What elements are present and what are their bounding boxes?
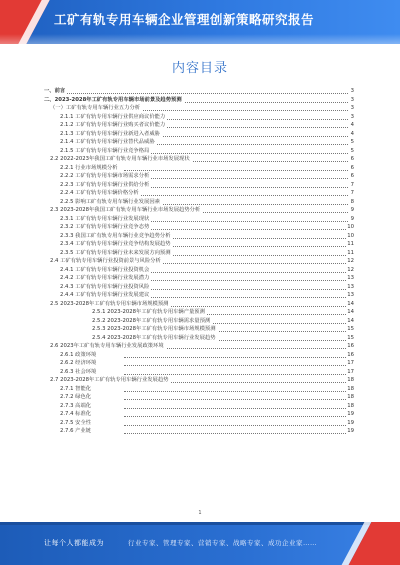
toc-entry[interactable] <box>44 325 354 334</box>
toc-leader-dots <box>124 266 348 273</box>
toc-entry-label: 2.3.3 我国工矿有轨专用车辆行业竞争趋势分析 <box>60 232 171 239</box>
toc-leader-dots <box>124 164 348 171</box>
toc-entry-page: 8 <box>350 198 354 205</box>
toc-entry[interactable] <box>44 283 354 292</box>
toc-entry[interactable] <box>44 232 354 241</box>
toc-entry-page: 15 <box>347 334 354 341</box>
toc-entry-label: 2.7.2 绿色化 <box>60 394 92 400</box>
toc-entry[interactable] <box>44 87 354 96</box>
toc-entry-page: 7 <box>350 190 354 196</box>
toc-entry[interactable] <box>44 138 354 147</box>
footer-roles: 行业专家、管理专家、营销专家、战略专家、成功企业家…… <box>128 539 317 547</box>
toc-entry-label: 2.2.2 工矿有轨专用车辆市场需求分析 <box>60 173 150 179</box>
toc-entry-label: 2.7.1 智能化 <box>60 385 92 392</box>
toc-entry-label: 2.7.4 标准化 <box>60 411 92 417</box>
toc-entry[interactable] <box>44 274 354 283</box>
toc-entry-page: 6 <box>350 164 354 171</box>
toc-entry[interactable] <box>44 308 354 317</box>
toc-entry[interactable] <box>44 172 354 181</box>
toc-leader-dots <box>124 181 348 188</box>
toc-entry-label: 2.3.2 工矿有轨专用车辆行业竞争态势 <box>60 224 150 230</box>
toc-entry-page: 18 <box>347 402 354 409</box>
toc-entry[interactable] <box>44 96 354 105</box>
toc-entry-label: 2.1.5 工矿有轨专用车辆行业竞争格局 <box>60 147 150 154</box>
toc-leader-dots <box>124 410 348 417</box>
toc-entry-label: 二、2023-2028年工矿有轨专用车辆市场前景及趋势预测 <box>44 96 182 103</box>
toc-entry[interactable] <box>44 359 354 368</box>
toc-entry[interactable] <box>44 351 354 360</box>
toc-heading: 内容目录 <box>171 61 228 76</box>
toc-entry[interactable] <box>44 291 354 300</box>
toc-entry-page: 9 <box>350 215 354 222</box>
toc-entry[interactable] <box>44 368 354 377</box>
toc-entry-label: 2.6.1 政策环境 <box>60 351 97 358</box>
header-fade <box>0 34 400 44</box>
toc-entry-page: 16 <box>347 343 354 349</box>
toc-entry-label: 2.3 2023-2028年我国工矿有轨专用车辆行业市场发展趋势分析 <box>50 207 201 213</box>
toc-leader-dots <box>124 359 348 366</box>
toc-entry-label: 2.5.3 2023-2028年工矿有轨专用车辆市场规模预测 <box>92 326 216 332</box>
toc-entry-page: 5 <box>350 147 354 154</box>
toc-entry-page: 18 <box>347 394 354 400</box>
toc-entry-label: （一）工矿有轨专用车辆行业五力分析 <box>50 105 141 111</box>
toc-entry-page: 18 <box>347 385 354 392</box>
toc-leader-dots <box>124 427 348 434</box>
toc-entry[interactable] <box>44 240 354 249</box>
toc-entry-page: 17 <box>347 360 354 366</box>
toc-entry[interactable] <box>44 410 354 419</box>
report-header <box>0 0 400 44</box>
toc-leader-dots <box>124 138 348 145</box>
toc-entry-page: 3 <box>350 113 354 120</box>
table-of-contents <box>44 87 354 436</box>
toc-leader-dots <box>124 274 348 281</box>
toc-entry-page: 5 <box>350 139 354 145</box>
toc-entry[interactable] <box>44 130 354 139</box>
toc-entry-page: 14 <box>347 300 354 307</box>
toc-entry[interactable] <box>44 402 354 411</box>
toc-entry-label: 2.3.5 工矿有轨专用车辆行业未来发展方向预测 <box>60 249 171 256</box>
toc-entry-page: 12 <box>347 266 354 273</box>
toc-entry[interactable] <box>44 317 354 326</box>
toc-entry-page: 3 <box>350 96 354 103</box>
toc-entry[interactable] <box>44 419 354 428</box>
toc-entry-page: 10 <box>347 224 354 230</box>
toc-entry-label: 2.7.3 高端化 <box>60 402 92 409</box>
toc-entry-label: 2.2.1 行业市场规模分析 <box>60 164 118 171</box>
toc-entry-label: 2.4.3 工矿有轨专用车辆行业投资风险 <box>60 283 150 290</box>
toc-entry-page: 13 <box>347 292 354 298</box>
toc-entry[interactable] <box>44 189 354 198</box>
toc-entry[interactable] <box>44 215 354 224</box>
toc-entry-page: 7 <box>350 181 354 188</box>
toc-entry-label: 2.1.4 工矿有轨专用车辆行业替代品威胁 <box>60 139 155 145</box>
footer-top-bar <box>0 522 400 525</box>
toc-entry-label: 2.1.2 工矿有轨专用车辆行业购买者议价能力 <box>60 122 166 128</box>
toc-entry-label: 2.3.4 工矿有轨专用车辆行业竞争结构发展趋势 <box>60 241 171 247</box>
toc-leader-dots <box>64 87 348 94</box>
toc-entry-label: 2.5.2 2023-2028年工矿有轨专用车辆需求量预测 <box>92 317 211 324</box>
toc-entry[interactable] <box>44 206 354 215</box>
toc-leader-dots <box>124 291 348 298</box>
toc-leader-dots <box>124 393 348 400</box>
toc-entry[interactable] <box>44 249 354 258</box>
toc-entry[interactable] <box>44 147 354 156</box>
toc-leader-dots <box>124 215 348 222</box>
toc-entry-page: 11 <box>347 249 354 256</box>
toc-entry-label: 2.5.4 2023-2028年工矿有轨专用车辆行业发展趋势 <box>92 334 216 341</box>
toc-entry-label: 2.2.4 工矿有轨专用车辆价格分析 <box>60 190 139 196</box>
toc-entry-label: 2.4.1 工矿有轨专用车辆行业投资机会 <box>60 266 150 273</box>
toc-entry[interactable] <box>44 393 354 402</box>
toc-leader-dots <box>124 189 348 196</box>
toc-entry-label: 2.5.1 2023-2028年工矿有轨专用车辆产量预测 <box>92 309 205 315</box>
toc-leader-dots <box>124 402 348 409</box>
toc-entry-label: 2.6.3 社会环境 <box>60 368 97 375</box>
toc-entry-page: 3 <box>350 105 354 111</box>
report-title: 工矿有轨专用车辆企业管理创新策略研究报告 <box>54 12 315 27</box>
toc-entry-label: 2.4.2 工矿有轨专用车辆行业发展潜力 <box>60 275 150 281</box>
toc-entry[interactable] <box>44 257 354 266</box>
toc-leader-dots <box>124 172 348 179</box>
toc-entry-page: 14 <box>347 317 354 324</box>
toc-entry[interactable] <box>44 164 354 173</box>
toc-entry-page: 13 <box>347 275 354 281</box>
toc-entry[interactable] <box>44 104 354 113</box>
toc-entry-label: 2.1.3 工矿有轨专用车辆行业新进入者威胁 <box>60 130 160 137</box>
toc-entry-label: 2.3.1 工矿有轨专用车辆行业发展现状 <box>60 215 150 222</box>
toc-entry-label: 2.4 工矿有轨专用车辆行业投资前景与风险分析 <box>50 258 161 264</box>
toc-entry-page: 4 <box>350 130 354 137</box>
toc-leader-dots <box>124 385 348 392</box>
toc-entry-label: 2.2.5 影响工矿有轨专用车辆行业发展因素 <box>60 198 160 205</box>
report-footer <box>0 522 400 565</box>
toc-entry[interactable] <box>44 376 354 385</box>
toc-entry-page: 18 <box>347 377 354 383</box>
toc-leader-dots <box>124 223 348 230</box>
toc-entry-page: 15 <box>347 326 354 332</box>
toc-entry[interactable] <box>44 181 354 190</box>
toc-entry[interactable] <box>44 113 354 122</box>
toc-entry[interactable] <box>44 300 354 309</box>
toc-entry-page: 6 <box>350 156 354 162</box>
toc-entry-page: 14 <box>347 309 354 315</box>
toc-entry-page: 17 <box>347 368 354 375</box>
toc-entry-page: 19 <box>347 428 354 434</box>
toc-entry-label: 2.7 2023-2028年工矿有轨专用车辆行业发展趋势 <box>50 377 169 383</box>
footer-slogan: 让每个人都能成为 <box>44 539 104 547</box>
toc-entry-label: 2.6.2 经济环境 <box>60 360 97 366</box>
toc-leader-dots <box>124 283 348 290</box>
page-number: 1 <box>198 510 202 516</box>
toc-entry-page: 19 <box>347 419 354 426</box>
toc-leader-dots <box>124 419 348 426</box>
toc-leader-dots <box>124 147 348 154</box>
toc-entry[interactable] <box>44 427 354 436</box>
toc-entry[interactable] <box>44 266 354 275</box>
toc-entry-label: 2.6 2023年工矿有轨专用车辆行业发展政策环境 <box>50 343 164 349</box>
toc-entry-label: 2.2.3 工矿有轨专用车辆行业供给分析 <box>60 181 150 188</box>
toc-entry-page: 12 <box>347 258 354 264</box>
toc-entry[interactable] <box>44 121 354 130</box>
toc-entry[interactable] <box>44 155 354 164</box>
toc-entry-label: 2.7.5 安全性 <box>60 419 92 426</box>
toc-entry[interactable] <box>44 198 354 207</box>
toc-entry-label: 2.4.4 工矿有轨专用车辆行业发展建议 <box>60 292 150 298</box>
toc-entry-page: 6 <box>350 173 354 179</box>
toc-entry[interactable] <box>44 334 354 343</box>
toc-entry-page: 4 <box>350 122 354 128</box>
toc-entry-label: 2.5 2023-2028年工矿有轨专用车辆市场规模预测 <box>50 300 169 307</box>
toc-entry[interactable] <box>44 223 354 232</box>
toc-leader-dots <box>124 368 348 375</box>
toc-entry[interactable] <box>44 385 354 394</box>
toc-entry-page: 10 <box>347 232 354 239</box>
toc-leader-dots <box>124 351 348 358</box>
toc-entry-page: 19 <box>347 411 354 417</box>
toc-entry-page: 3 <box>350 88 354 94</box>
toc-entry[interactable] <box>44 342 354 351</box>
toc-entry-label: 2.2 2022-2023年我国工矿有轨专用车辆行业市场发展现状 <box>50 156 190 162</box>
toc-entry-label: 一、前言 <box>44 88 66 94</box>
toc-entry-page: 9 <box>350 207 354 213</box>
toc-entry-label: 2.1.1 工矿有轨专用车辆行业供应商议价能力 <box>60 113 166 120</box>
toc-entry-page: 11 <box>347 241 354 247</box>
toc-entry-label: 2.7.6 产业链 <box>60 428 92 434</box>
toc-entry-page: 13 <box>347 283 354 290</box>
toc-entry-page: 16 <box>347 351 354 358</box>
